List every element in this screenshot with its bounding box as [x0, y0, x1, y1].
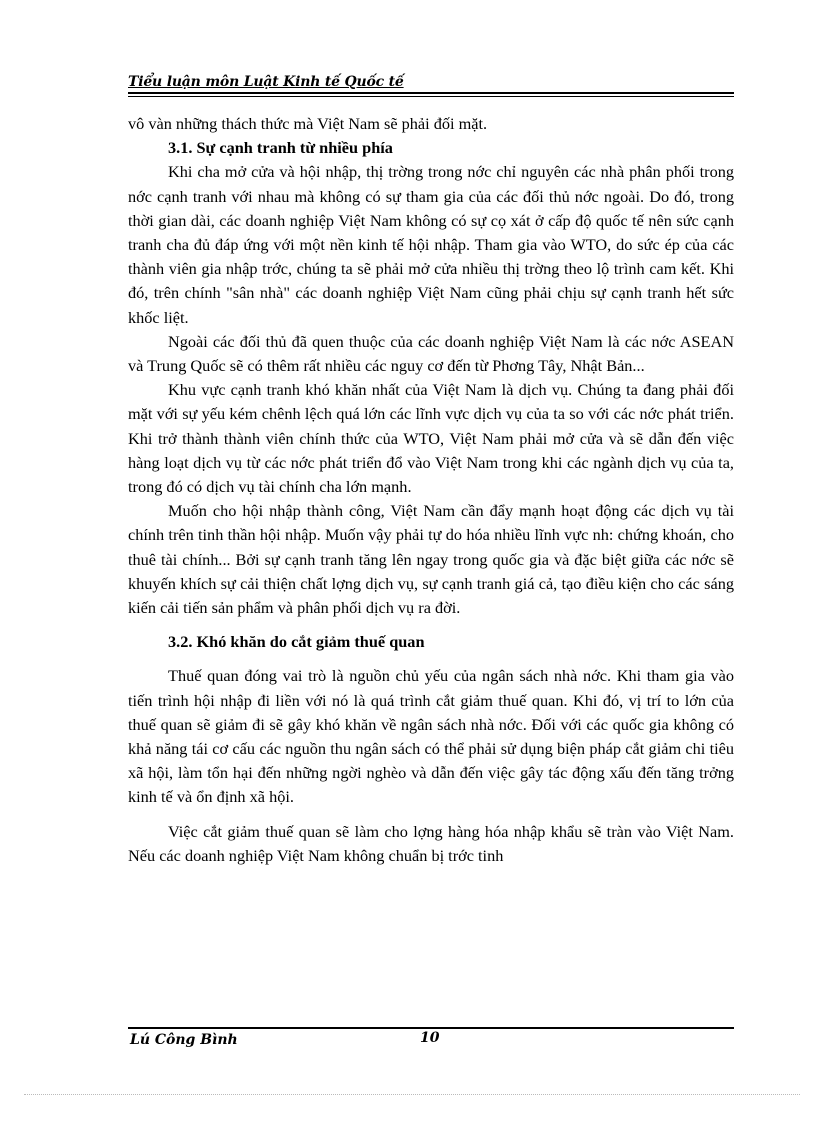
paragraph: Muốn cho hội nhập thành công, Việt Nam cần đẩy mạnh hoạt động các dịch vụ tài chính trên tinh thần hội nhập. Muốn vậy phải tự do hóa nhiều lĩnh vực nh: chứng khoán, cho thuê tài chính... Bởi sự cạnh tranh tăng lên ngay trong quốc gia và đặc biệt giữa các nớc sẽ khuyến khích sự cải thiện chất lợng dịch vụ, sự cạnh tranh giá cả, tạo điều kiện cho các sáng kiến cải tiến sản phẩm và phân phối dịch vụ ra đời.: [128, 501, 734, 618]
page-number: 10: [420, 1030, 440, 1046]
header-title: Tiểu luận môn Luật Kinh tế Quốc tế: [128, 74, 404, 90]
paragraph: Ngoài các đối thủ đã quen thuộc của các doanh nghiệp Việt Nam là các nớc ASEAN và Trung Quốc sẽ có thêm rất nhiều các nguy cơ đến từ Phơng Tây, Nhật Bản...: [128, 331, 734, 376]
body-text: [128, 112, 734, 868]
footer-rule: [128, 1027, 734, 1029]
paragraph: Khi cha mở cửa và hội nhập, thị trờng trong nớc chỉ nguyên các nhà phân phối trong nớc cạnh tranh với nhau mà không có sự tham gia của các đối thủ nớc ngoài. Do đó, trong thời gian dài, các doanh nghiệp Việt Nam không có sự cọ xát ở cấp độ quốc tế nên sức cạnh tranh cha đủ đáp ứng với một nền kinh tế hội nhập. Tham gia vào WTO, do sức ép của các thành viên gia nhập trớc, chúng ta sẽ phải mở cửa nhiều thị trờng theo lộ trình cam kết. Khi đó, trên chính "sân nhà" các doanh nghiệp Việt Nam cũng phải chịu sự cạnh tranh hết sức khốc liệt.: [128, 162, 734, 327]
section-heading-3-1: 3.1. Sự cạnh tranh từ nhiều phía: [168, 138, 393, 158]
paragraph: Thuế quan đóng vai trò là nguồn chủ yếu của ngân sách nhà nớc. Khi tham gia vào tiến trình hội nhập đi liền với nó là quá trình cắt giảm thuế quan. Khi đó, vị trí to lớn của thuế quan sẽ giảm đi sẽ gây khó khăn về ngân sách nhà nớc. Đối với các quốc gia không có khả năng tái cơ cấu các nguồn thu ngân sách có thể phải sử dụng biện pháp cắt giảm chi tiêu xã hội, làm tổn hại đến những ngời nghèo và dẫn đến việc gây tác động xấu đến tăng trởng kinh tế và ổn định xã hội.: [128, 666, 734, 807]
page-boundary-line: [24, 1094, 800, 1095]
header-rule-thin: [128, 96, 734, 97]
paragraph: Việc cắt giảm thuế quan sẽ làm cho lợng hàng hóa nhập khẩu sẽ tràn vào Việt Nam. Nếu các doanh nghiệp Việt Nam không chuẩn bị trớc tinh: [128, 821, 734, 865]
paragraph: Khu vực cạnh tranh khó khăn nhất của Việt Nam là dịch vụ. Chúng ta đang phải đối mặt với sự yếu kém chênh lệch quá lớn các lĩnh vực dịch vụ của ta so với các nớc phát triển. Khi trở thành thành viên chính thức của WTO, Việt Nam phải mở cửa và sẽ dẫn đến việc hàng loạt dịch vụ từ các nớc phát triển đổ vào Việt Nam trong khi các ngành dịch vụ của ta, trong đó có dịch vụ tài chính cha lớn mạnh.: [128, 380, 734, 497]
intro-paragraph: vô vàn những thách thức mà Việt Nam sẽ phải đối mặt.: [128, 114, 488, 133]
footer-author: Lú Công Bình: [130, 1032, 238, 1048]
section-heading-3-2: 3.2. Khó khăn do cắt giảm thuế quan: [168, 632, 425, 652]
header-rule-thick: [128, 92, 734, 94]
